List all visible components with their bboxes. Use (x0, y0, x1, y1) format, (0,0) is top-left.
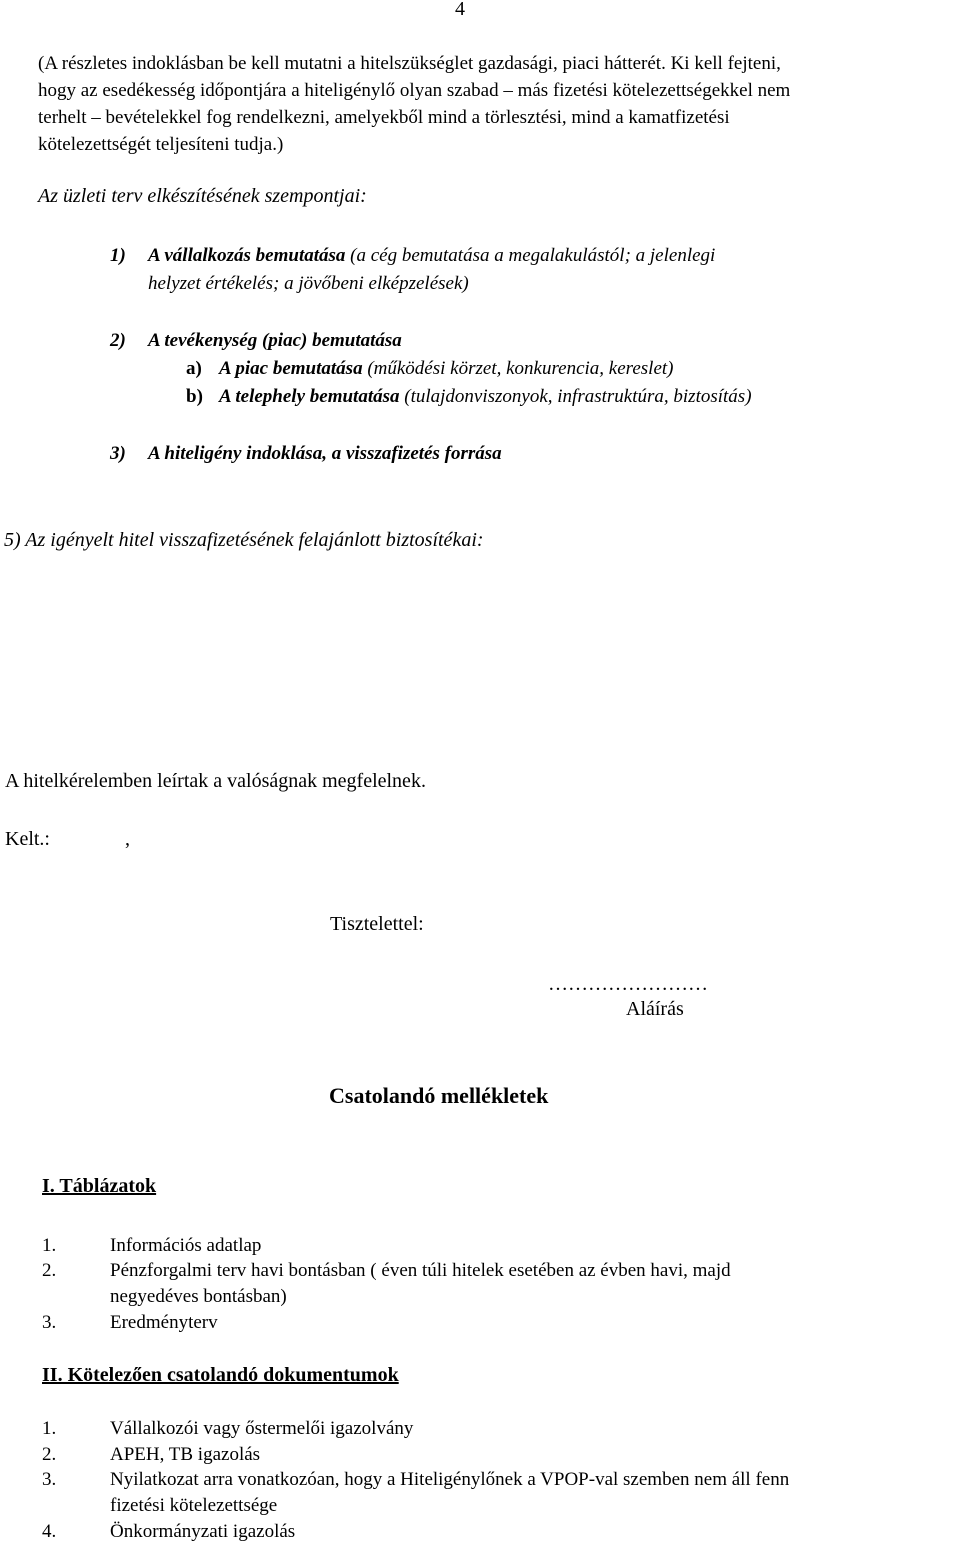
section-1-title: I. Táblázatok (42, 1175, 157, 1197)
item-heading: A piac bemutatása (219, 358, 363, 379)
intro-line: (A részletes indoklásban be kell mutatni a hitelszükséglet gazdasági, piaci hátterét. Ki kell fejteni, (38, 53, 781, 74)
item-2b (186, 383, 752, 410)
greeting: Tisztelettel: (330, 913, 424, 935)
list-item-continuation: negyedéves bontásban) (110, 1286, 287, 1307)
item-2a (186, 355, 674, 382)
item-3 (110, 440, 502, 467)
list-item: 2. Pénzforgalmi terv havi bontásban ( éven túli hitelek esetében az évben havi, majd (42, 1260, 731, 1281)
szempontok-title: Az üzleti terv elkészítésének szempontjai: (38, 185, 367, 207)
page-number: 4 (455, 0, 465, 20)
item-number: 3) (110, 443, 126, 464)
item-letter: b) (186, 386, 203, 407)
list-item: 2. APEH, TB igazolás (42, 1444, 261, 1465)
item-number: 1) (110, 245, 126, 266)
item-number: 2) (110, 330, 126, 351)
item-heading: A hiteligény indoklása, a visszafizetés forrása (148, 443, 502, 464)
intro-line: terhelt – bevételekkel fog rendelkezni, amelyekből mind a törlesztési, mind a kamatfizetési (38, 107, 730, 128)
item-heading: A telephely bemutatása (219, 386, 400, 407)
item-letter: a) (186, 358, 202, 379)
intro-paragraph (38, 50, 918, 158)
list-item: 3. Nyilatkozat arra vonatkozóan, hogy a Hiteligénylőnek a VPOP-val szemben nem áll fenn (42, 1469, 790, 1490)
item-5: 5) Az igényelt hitel visszafizetésének felajánlott biztosítékai: (4, 529, 484, 551)
item-1-line2: helyzet értékelés; a jövőbeni elképzelések) (148, 273, 469, 294)
signature-line: …………………… (548, 973, 708, 995)
list-item: 1. Információs adatlap (42, 1235, 262, 1256)
list-item: 3. Eredményterv (42, 1312, 218, 1333)
item-2 (110, 327, 402, 354)
list-item: 4. Önkormányzati igazolás (42, 1521, 296, 1542)
item-description: (tulajdonviszonyok, infrastruktúra, biztosítás) (399, 386, 752, 407)
list-item-continuation: fizetési kötelezettsége (110, 1495, 278, 1516)
item-description: (a cég bemutatása a megalakulástól; a jelenlegi (345, 245, 716, 266)
item-description: (működési körzet, konkurencia, kereslet) (362, 358, 674, 379)
item-1 (110, 242, 715, 269)
intro-line: hogy az esedékesség időpontjára a hiteligénylő olyan szabad – más fizetési kötelezettségekkel nem (38, 80, 791, 101)
item-heading: A vállalkozás bemutatása (148, 245, 346, 266)
kelt-comma: , (125, 828, 130, 850)
attachments-title: Csatolandó mellékletek (329, 1083, 549, 1108)
statement: A hitelkérelemben leírtak a valóságnak megfelelnek. (5, 770, 426, 792)
signature-label: Aláírás (626, 998, 684, 1020)
item-heading: A tevékenység (piac) bemutatása (148, 330, 402, 351)
kelt-label: Kelt.: (5, 828, 50, 850)
section-2-title: II. Kötelezően csatolandó dokumentumok (42, 1364, 399, 1386)
intro-line: kötelezettségét teljesíteni tudja.) (38, 134, 284, 155)
list-item: 1. Vállalkozói vagy őstermelői igazolvány (42, 1418, 414, 1439)
